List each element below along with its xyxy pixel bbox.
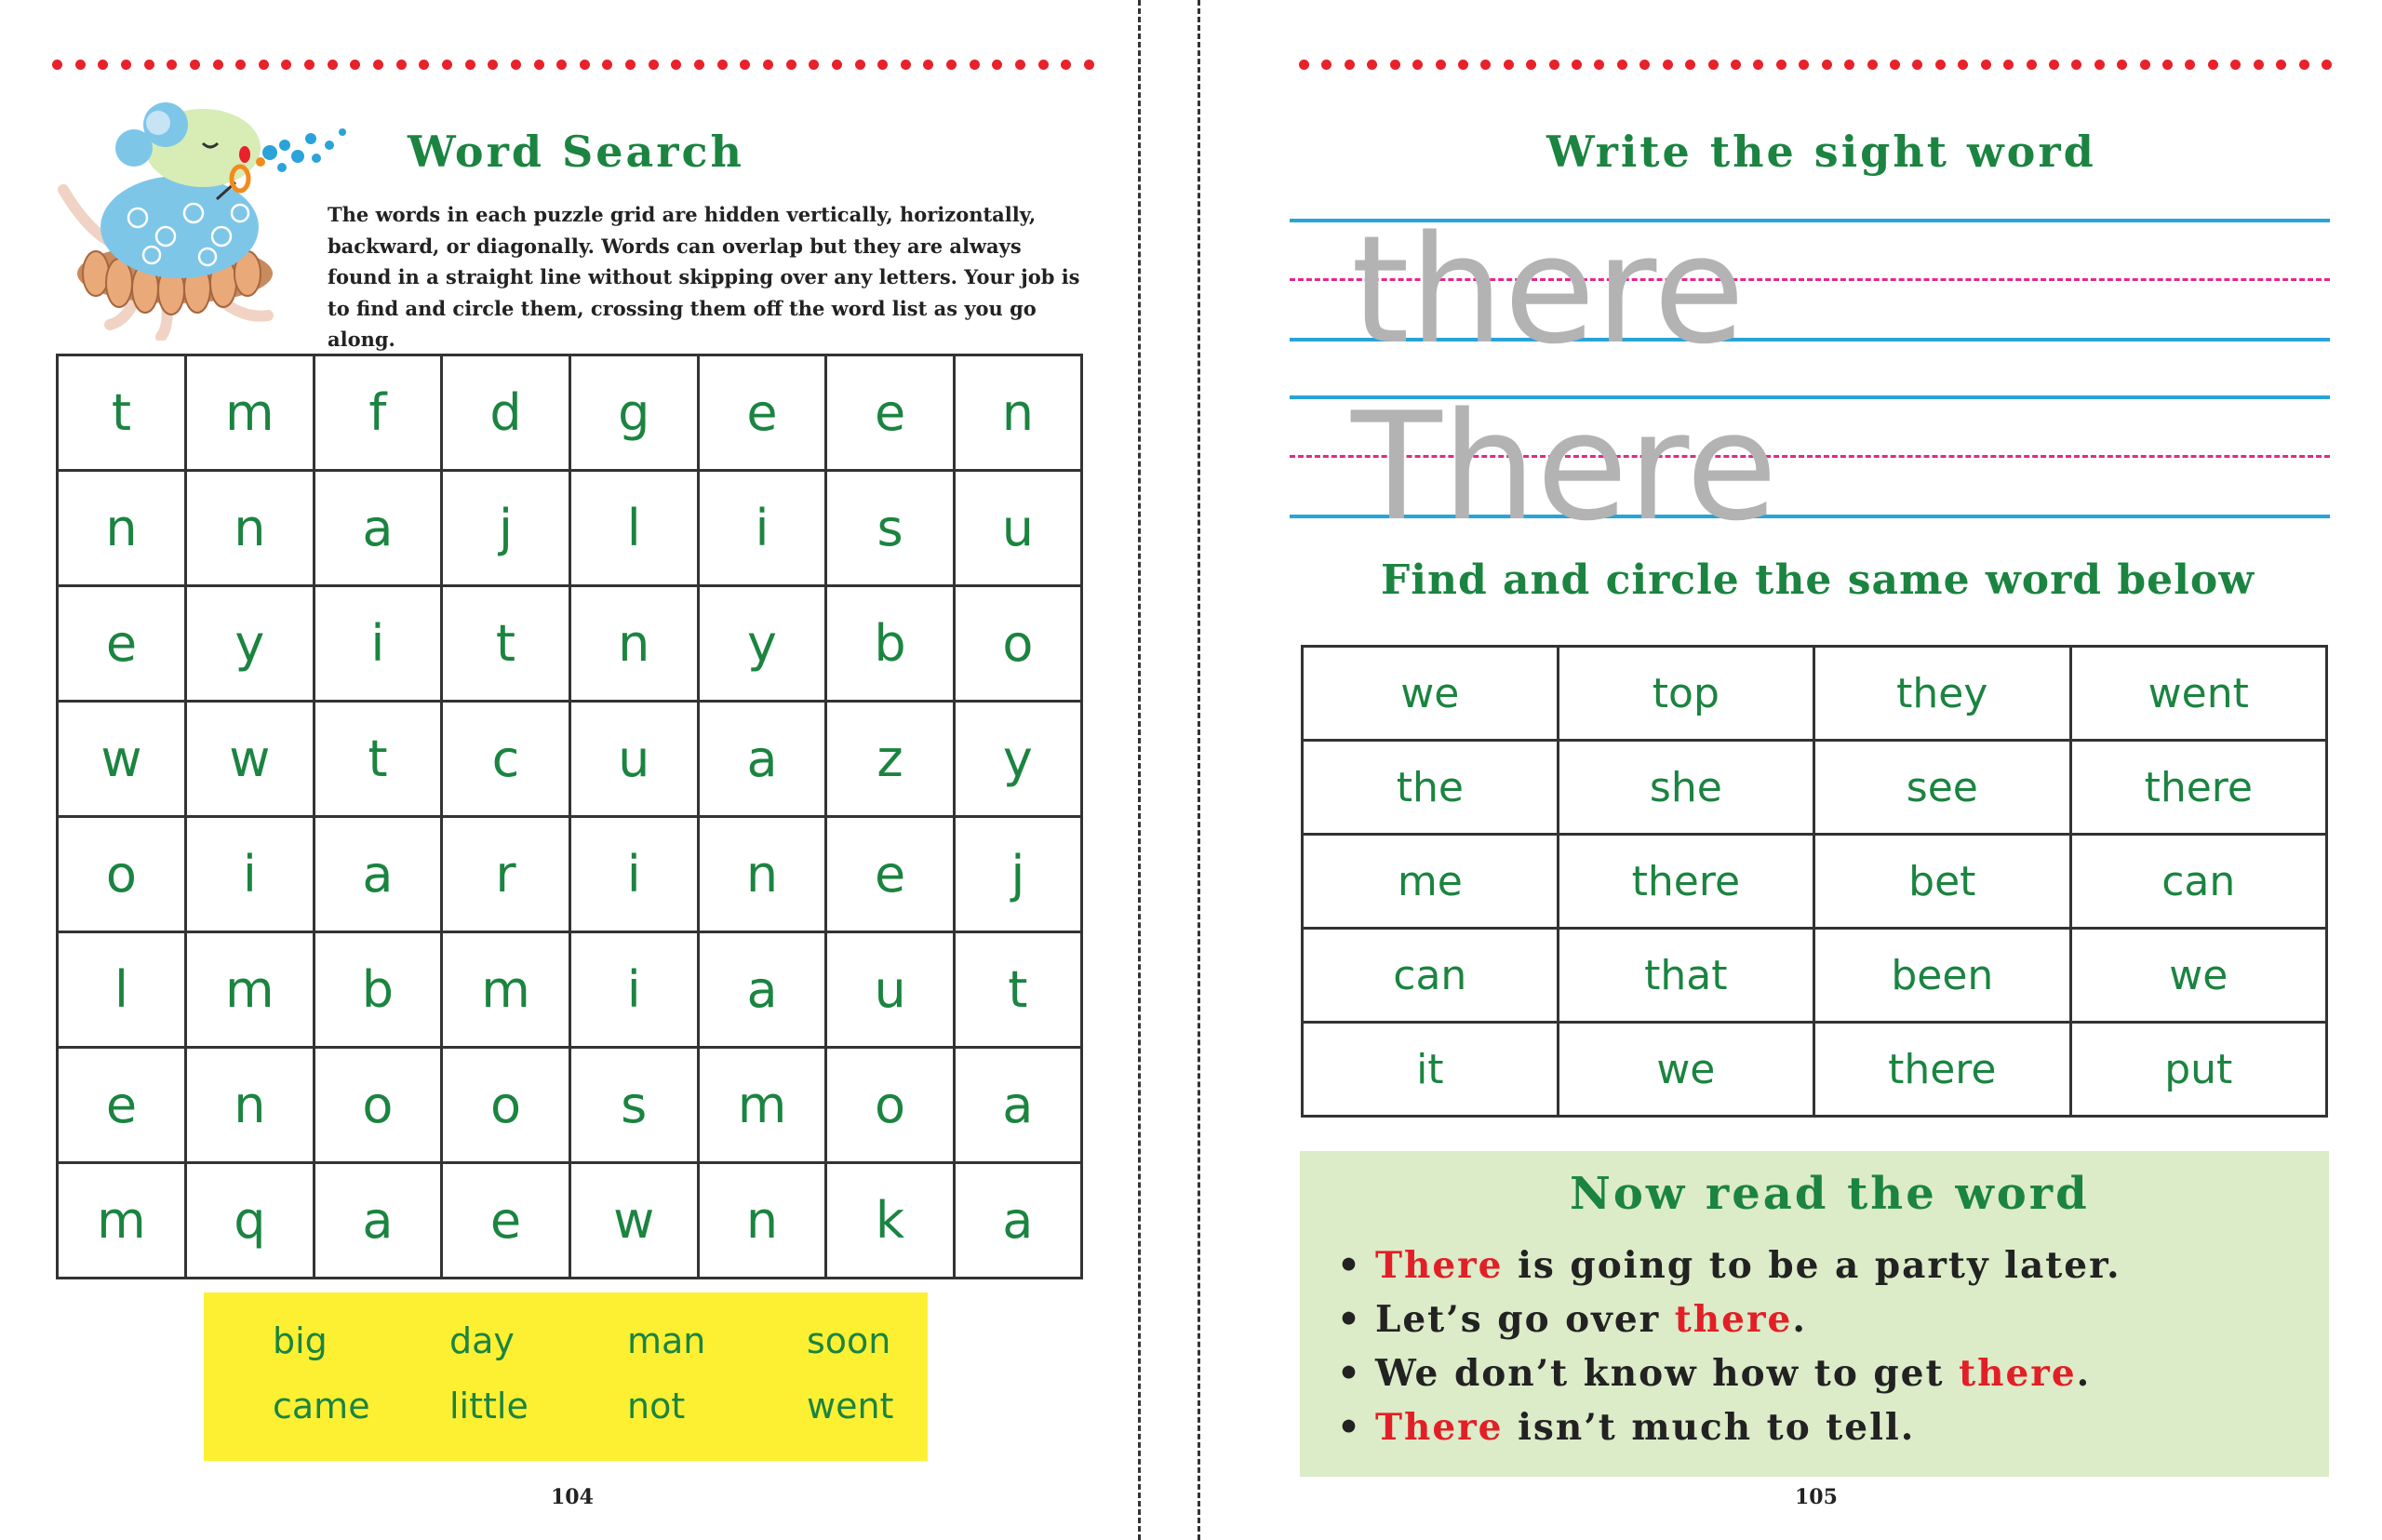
grid-letter[interactable]: d <box>442 355 570 471</box>
red-dot <box>1731 60 1741 70</box>
red-dot <box>1572 60 1582 70</box>
grid-letter[interactable]: q <box>185 1163 314 1279</box>
red-dot <box>488 60 498 70</box>
red-dot <box>2117 60 2127 70</box>
grid-letter[interactable]: a <box>314 817 441 932</box>
sentence-item <box>1337 1406 1915 1449</box>
red-dot <box>2276 60 2286 70</box>
red-dot <box>1345 60 1355 70</box>
grid-letter[interactable]: y <box>698 586 826 702</box>
red-dot <box>717 60 728 70</box>
red-dot <box>2254 60 2264 70</box>
red-dot <box>1458 60 1468 70</box>
red-dot <box>1617 60 1627 70</box>
grid-letter[interactable]: a <box>954 1048 1081 1163</box>
red-dot <box>671 60 681 70</box>
bullet-icon: • <box>1337 1352 1362 1395</box>
grid-letter[interactable]: t <box>58 355 186 471</box>
red-dot <box>511 60 521 70</box>
word-grid-row <box>1303 835 2327 929</box>
red-dot <box>373 60 383 70</box>
grid-letter[interactable]: i <box>185 817 314 932</box>
grid-letter[interactable]: n <box>954 355 1081 471</box>
red-dot <box>946 60 957 70</box>
grid-letter[interactable]: m <box>698 1048 826 1163</box>
red-dot <box>1549 60 1559 70</box>
red-dot <box>98 60 108 70</box>
grid-letter[interactable]: u <box>954 471 1081 586</box>
grid-letter[interactable]: y <box>954 702 1081 817</box>
word-grid-row <box>1303 1023 2327 1117</box>
word-list-item: came <box>273 1386 370 1426</box>
red-dot <box>2230 60 2241 70</box>
grid-letter[interactable]: n <box>58 471 186 586</box>
red-dot <box>1890 60 1900 70</box>
page-number-right: 105 <box>1795 1485 1838 1509</box>
red-dot <box>970 60 980 70</box>
red-dot <box>2185 60 2195 70</box>
grid-letter[interactable]: n <box>698 1163 826 1279</box>
grid-letter[interactable]: s <box>826 471 954 586</box>
red-dot <box>1321 60 1332 70</box>
word-grid-cell[interactable]: top <box>1558 647 1813 741</box>
word-list-item: big <box>273 1320 328 1361</box>
grid-letter[interactable]: o <box>442 1048 570 1163</box>
red-dot <box>328 60 338 70</box>
red-dot <box>1663 60 1673 70</box>
grid-letter[interactable]: w <box>569 1163 698 1279</box>
grid-letter[interactable]: u <box>826 932 954 1048</box>
grid-row <box>58 817 1082 932</box>
word-grid-cell[interactable]: we <box>1303 647 1559 741</box>
sight-word-highlight: there <box>1959 1352 2077 1395</box>
red-dot <box>465 60 475 70</box>
sentence-text: We don’t know how to get <box>1374 1352 1960 1395</box>
red-dot <box>1412 60 1423 70</box>
grid-letter[interactable]: s <box>569 1048 698 1163</box>
red-dot <box>740 60 750 70</box>
sight-word-highlight: There <box>1374 1406 1504 1449</box>
red-dot <box>1935 60 1946 70</box>
red-dot <box>1367 60 1377 70</box>
grid-letter[interactable]: e <box>826 355 954 471</box>
red-dot <box>1504 60 1514 70</box>
dotted-rule-left <box>52 60 1094 73</box>
bullet-icon: • <box>1337 1406 1362 1449</box>
read-word-title: Now read the word <box>1570 1168 2090 1220</box>
grid-letter[interactable]: t <box>442 586 570 702</box>
red-dot <box>1061 60 1071 70</box>
grid-letter[interactable]: w <box>185 702 314 817</box>
red-dot <box>1436 60 1446 70</box>
grid-letter[interactable]: b <box>826 586 954 702</box>
grid-letter[interactable]: i <box>569 932 698 1048</box>
write-sight-word-title: Write the sight word <box>1546 127 2096 177</box>
red-dot <box>1844 60 1854 70</box>
red-dot <box>144 60 154 70</box>
trace-word-capitalized: There <box>1351 380 1778 554</box>
grid-letter[interactable]: r <box>442 817 570 932</box>
red-dot <box>2003 60 2014 70</box>
word-grid-cell[interactable]: we <box>2070 929 2326 1023</box>
word-grid-cell[interactable]: they <box>1814 647 2070 741</box>
red-dot <box>877 60 888 70</box>
word-search-grid <box>56 354 1083 1279</box>
word-grid-cell[interactable]: went <box>2070 647 2326 741</box>
grid-row <box>58 702 1082 817</box>
sentence-item <box>1337 1244 2121 1287</box>
word-grid-cell[interactable]: we <box>1558 1023 1813 1117</box>
red-dot <box>2322 60 2332 70</box>
sentence-item <box>1337 1352 2091 1395</box>
grid-letter[interactable]: e <box>826 817 954 932</box>
sentence-text: . <box>1792 1298 1807 1341</box>
word-list-item: soon <box>807 1320 891 1361</box>
grid-letter[interactable]: k <box>826 1163 954 1279</box>
red-dot <box>602 60 612 70</box>
bullet-icon: • <box>1337 1244 1362 1287</box>
grid-letter[interactable]: b <box>314 932 441 1048</box>
trace-word-lowercase: there <box>1351 203 1746 377</box>
word-list-item: man <box>627 1320 706 1361</box>
red-dot <box>1480 60 1491 70</box>
word-grid-cell[interactable]: the <box>1303 741 1559 835</box>
grid-letter[interactable]: i <box>314 586 441 702</box>
word-search-title: Word Search <box>408 127 744 177</box>
red-dot <box>304 60 314 70</box>
red-dot <box>901 60 911 70</box>
grid-letter[interactable]: e <box>442 1163 570 1279</box>
red-dot <box>1038 60 1049 70</box>
grid-letter[interactable]: w <box>58 702 186 817</box>
red-dot <box>1594 60 1604 70</box>
red-dot <box>694 60 704 70</box>
grid-letter[interactable]: a <box>314 1163 441 1279</box>
grid-letter[interactable]: m <box>442 932 570 1048</box>
word-grid-cell[interactable]: bet <box>1814 835 2070 929</box>
word-list-item: day <box>449 1320 515 1361</box>
red-dot <box>2162 60 2173 70</box>
word-list-item: not <box>627 1386 686 1426</box>
red-dot <box>2140 60 2150 70</box>
grid-letter[interactable]: a <box>698 702 826 817</box>
red-dot <box>2208 60 2218 70</box>
red-dot <box>534 60 544 70</box>
dotted-rule-right <box>1299 60 2332 73</box>
grid-letter[interactable]: i <box>569 817 698 932</box>
grid-letter[interactable]: i <box>698 471 826 586</box>
grid-row <box>58 471 1082 586</box>
grid-letter[interactable]: o <box>954 586 1081 702</box>
red-dot <box>786 60 796 70</box>
word-list-box <box>204 1292 928 1461</box>
grid-letter[interactable]: e <box>58 1048 186 1163</box>
red-dot <box>763 60 773 70</box>
red-dot <box>1981 60 1991 70</box>
grid-letter[interactable]: a <box>954 1163 1081 1279</box>
grid-letter[interactable]: j <box>442 471 570 586</box>
word-grid-cell[interactable]: she <box>1558 741 1813 835</box>
red-dot <box>259 60 269 70</box>
word-grid-cell[interactable]: see <box>1814 741 2070 835</box>
grid-letter[interactable]: o <box>826 1048 954 1163</box>
grid-row <box>58 586 1082 702</box>
sentence-text: Let’s go over <box>1374 1298 1675 1341</box>
red-dot <box>2299 60 2309 70</box>
red-dot <box>556 60 567 70</box>
grid-letter[interactable]: e <box>58 586 186 702</box>
grid-letter[interactable]: t <box>314 702 441 817</box>
red-dot <box>442 60 452 70</box>
grid-letter[interactable]: n <box>185 471 314 586</box>
page-divider-left <box>1138 0 1141 1540</box>
bullet-icon: • <box>1337 1298 1362 1341</box>
grid-letter[interactable]: e <box>698 355 826 471</box>
red-dot <box>167 60 177 70</box>
sight-word-grid <box>1301 645 2328 1118</box>
word-list-item: went <box>807 1386 894 1426</box>
red-dot <box>121 60 131 70</box>
red-dot <box>992 60 1002 70</box>
red-dot <box>235 60 246 70</box>
red-dot <box>832 60 842 70</box>
grid-letter[interactable]: n <box>569 586 698 702</box>
red-dot <box>1390 60 1400 70</box>
grid-letter[interactable]: o <box>314 1048 441 1163</box>
grid-row <box>58 1048 1082 1163</box>
grid-letter[interactable]: t <box>954 932 1081 1048</box>
grid-letter[interactable]: c <box>442 702 570 817</box>
instructions-text: The words in each puzzle grid are hidden vertically, horizontally, backward, or diagonally. Words can overlap but they are always found in a straight line without skipping over any letters. Your job is to find and circle them, crossing them off the word list as you go along. <box>328 203 1080 351</box>
red-dot <box>350 60 360 70</box>
red-dot <box>281 60 291 70</box>
word-grid-cell[interactable]: there <box>2070 741 2326 835</box>
sentence-item <box>1337 1298 1807 1341</box>
red-dot <box>649 60 659 70</box>
red-dot <box>1867 60 1878 70</box>
red-dot <box>1639 60 1650 70</box>
grid-row <box>58 1163 1082 1279</box>
word-grid-cell[interactable]: can <box>2070 835 2326 929</box>
red-dot <box>2071 60 2081 70</box>
grid-letter[interactable]: u <box>569 702 698 817</box>
grid-letter[interactable]: z <box>826 702 954 817</box>
word-list-item: little <box>449 1386 529 1426</box>
red-dot <box>1084 60 1094 70</box>
word-grid-cell[interactable]: it <box>1303 1023 1559 1117</box>
page-number-left: 104 <box>551 1485 594 1509</box>
red-dot <box>923 60 933 70</box>
word-grid-cell[interactable]: put <box>2070 1023 2326 1117</box>
grid-letter[interactable]: l <box>569 471 698 586</box>
red-dot <box>2027 60 2037 70</box>
red-dot <box>580 60 590 70</box>
grid-letter[interactable]: n <box>185 1048 314 1163</box>
red-dot <box>1015 60 1025 70</box>
grid-letter[interactable]: m <box>185 355 314 471</box>
red-dot <box>1753 60 1763 70</box>
red-dot <box>1912 60 1922 70</box>
word-grid-cell[interactable]: that <box>1558 929 1813 1023</box>
red-dot <box>1708 60 1719 70</box>
grid-row <box>58 355 1082 471</box>
word-grid-cell[interactable]: there <box>1558 835 1813 929</box>
red-dot <box>190 60 200 70</box>
sentence-text: isn’t much to tell. <box>1503 1406 1916 1449</box>
grid-letter[interactable]: m <box>185 932 314 1048</box>
grid-letter[interactable]: g <box>569 355 698 471</box>
red-dot <box>2049 60 2059 70</box>
red-dot <box>809 60 819 70</box>
red-dot <box>1776 60 1786 70</box>
red-dot <box>213 60 223 70</box>
grid-letter[interactable]: l <box>58 932 186 1048</box>
red-dot <box>75 60 86 70</box>
word-grid-cell[interactable]: can <box>1303 929 1559 1023</box>
grid-letter[interactable]: j <box>954 817 1081 932</box>
red-dot <box>625 60 636 70</box>
red-dot <box>1822 60 1832 70</box>
red-dot <box>52 60 62 70</box>
red-dot <box>419 60 429 70</box>
red-dot <box>1685 60 1695 70</box>
sentence-text: is going to be a party later. <box>1503 1244 2121 1287</box>
red-dot <box>855 60 865 70</box>
grid-letter[interactable]: o <box>58 817 186 932</box>
grid-row <box>58 932 1082 1048</box>
grid-letter[interactable]: n <box>698 817 826 932</box>
grid-letter[interactable]: a <box>698 932 826 1048</box>
red-dot <box>1799 60 1809 70</box>
red-dot <box>396 60 407 70</box>
red-dot <box>1299 60 1309 70</box>
word-grid-cell[interactable]: there <box>1814 1023 2070 1117</box>
read-word-box <box>1300 1151 2329 1477</box>
grid-letter[interactable]: m <box>58 1163 186 1279</box>
grid-letter[interactable]: y <box>185 586 314 702</box>
word-grid-cell[interactable]: me <box>1303 835 1559 929</box>
sight-word-highlight: there <box>1674 1298 1793 1341</box>
grid-letter[interactable]: a <box>314 471 441 586</box>
red-dot <box>1958 60 1968 70</box>
grid-letter[interactable]: f <box>314 355 441 471</box>
sight-word-highlight: There <box>1374 1244 1504 1287</box>
word-grid-row <box>1303 929 2327 1023</box>
word-grid-cell[interactable]: been <box>1814 929 2070 1023</box>
word-grid-row <box>1303 741 2327 835</box>
sentence-text: . <box>2076 1352 2092 1395</box>
red-dot <box>1526 60 1536 70</box>
red-dot <box>2094 60 2105 70</box>
word-grid-row <box>1303 647 2327 741</box>
find-circle-title: Find and circle the same word below <box>1381 556 2255 604</box>
